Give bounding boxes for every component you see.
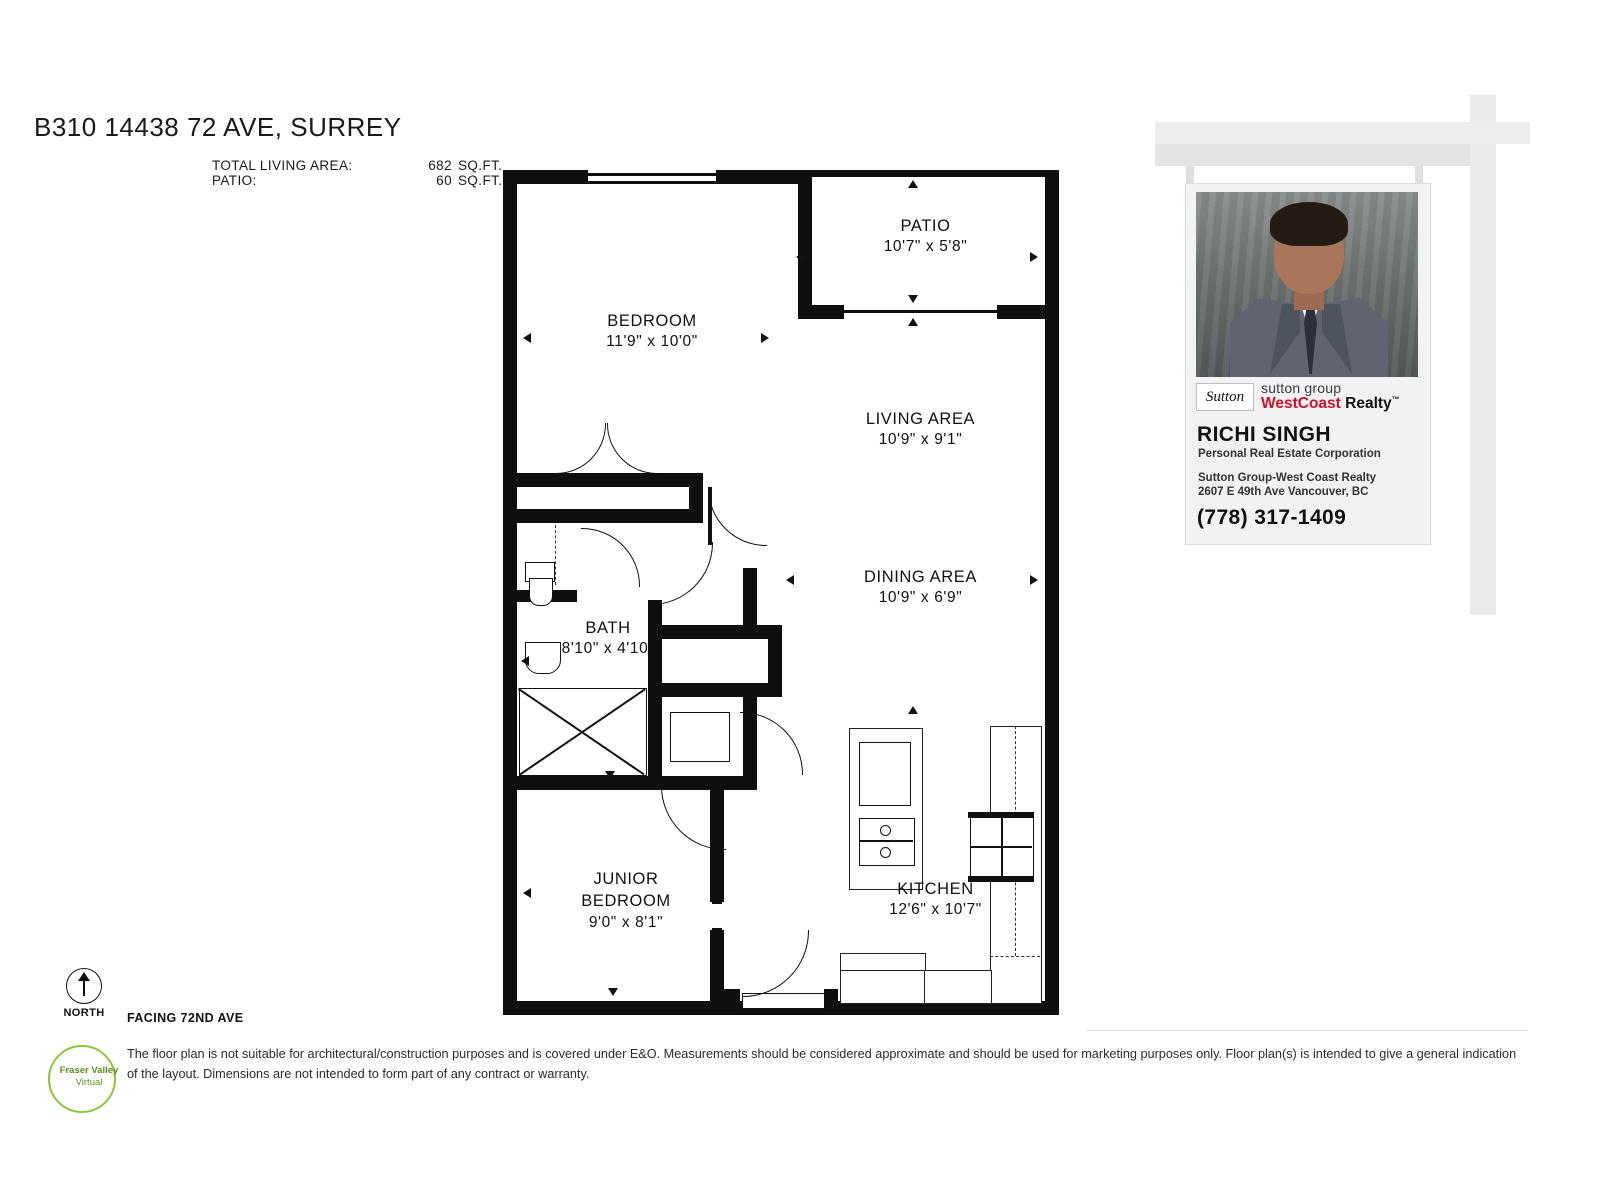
- brokerage-westcoast: WestCoast: [1261, 395, 1341, 413]
- dim-arrow-living-left: [786, 575, 794, 585]
- door-hall-swing: [650, 542, 713, 605]
- dim-arrow-bedroom-right: [761, 333, 769, 343]
- dim-arrow-dining-bottom: [908, 706, 918, 714]
- disclaimer-text: The floor plan is not suitable for architectural/construction purposes and is covered under E&O. Measurements should be considered approximate and should be used for marketing purposes only. Floor plan(s) is intended to give a general indication of the layout. Dimensions are not intended to form part of any contract or warranty.: [127, 1047, 1517, 1081]
- dim-arrow-junior-bottom: [608, 988, 618, 996]
- wall-entry-left: [724, 989, 740, 1015]
- area-summary: [212, 158, 502, 188]
- sign-post-arm: [1155, 122, 1530, 144]
- room-name-patio: PATIO: [900, 217, 951, 235]
- agent-address-2: 2607 E 49th Ave Vancouver, BC: [1198, 486, 1369, 498]
- toilet-bowl: [529, 578, 553, 606]
- compass-label: NORTH: [63, 1007, 105, 1019]
- brokerage-realty: Realty: [1345, 395, 1392, 413]
- dim-arrow-patio-bottom: [908, 295, 918, 303]
- room-label-patio: [813, 215, 1038, 258]
- brokerage-brand: [1196, 380, 1418, 414]
- room-dim-junior: 9'0" x 8'1": [588, 913, 664, 931]
- dim-arrow-bath-left: [521, 656, 529, 666]
- laundry-appliance: [670, 712, 730, 762]
- kitchen-lower-cab-3: [924, 970, 992, 1004]
- wall-exterior-top-right: [798, 170, 1059, 177]
- door-laundry-swing: [740, 712, 803, 775]
- room-label-dining: [798, 566, 1043, 609]
- closet-door-right: [607, 423, 658, 474]
- fraser-valley-virtual-logo: [40, 1043, 134, 1111]
- north-arrow-icon: [66, 968, 102, 1004]
- wall-patio-bottom-right: [997, 305, 1045, 319]
- room-name-dining: DINING AREA: [864, 568, 977, 586]
- room-dim-dining: 10'9" x 6'9": [878, 589, 963, 607]
- wall-laundry-box-bottom: [662, 683, 782, 697]
- wall-window-top-bedroom: [588, 173, 716, 176]
- wall-exterior-left: [503, 170, 517, 1015]
- area-value-total: 682: [428, 158, 452, 173]
- wall-patio-left: [798, 177, 812, 319]
- wall-exterior-top-mid: [716, 170, 798, 184]
- agent-phone: (778) 317-1409: [1197, 506, 1347, 529]
- area-label-patio: PATIO:: [212, 173, 257, 188]
- dim-arrow-patio-top: [908, 180, 918, 188]
- wall-patio-door-rail: [844, 310, 997, 313]
- room-label-kitchen: [823, 878, 1048, 921]
- agent-photo-hair: [1270, 202, 1348, 246]
- door-entry-swing: [742, 930, 809, 997]
- room-label-living: [798, 408, 1043, 451]
- door-junior-swing: [661, 785, 726, 850]
- area-row-total: [212, 158, 502, 173]
- kitchen-burner-2: [880, 847, 891, 858]
- wall-laundry-box-right: [768, 625, 782, 697]
- area-row-patio: [212, 173, 502, 188]
- fridge-line-h: [970, 846, 1032, 848]
- room-name-junior-line2: BEDROOM: [581, 892, 671, 911]
- dim-arrow-patio-left: [796, 252, 804, 262]
- footer-divider: [1086, 1030, 1528, 1031]
- door-bedroom-swing: [708, 487, 767, 546]
- sign-post-vertical: [1470, 95, 1496, 615]
- brokerage-line-1: sutton group: [1261, 380, 1342, 397]
- wall-closet-outline: [517, 473, 703, 487]
- room-label-junior-bedroom: [531, 868, 721, 933]
- room-name-bedroom: BEDROOM: [607, 312, 697, 330]
- fridge-frame-top: [968, 812, 1034, 818]
- room-dim-patio: 10'7" x 5'8": [883, 238, 968, 256]
- sutton-logo-mark: [1196, 383, 1254, 411]
- brokerage-brand-text: [1254, 381, 1400, 412]
- agent-subtitle: Personal Real Estate Corporation: [1198, 448, 1381, 460]
- area-value-patio: 60: [436, 173, 452, 188]
- logo-line-2: Virtual: [75, 1077, 103, 1088]
- kitchen-sink: [859, 742, 911, 806]
- agent-address-1: Sutton Group-West Coast Realty: [1198, 472, 1377, 484]
- wall-closet-bottom: [517, 509, 703, 523]
- dim-arrow-bedroom-left: [523, 333, 531, 343]
- room-label-bath: [533, 617, 683, 660]
- door-bath-swing: [581, 528, 640, 587]
- wall-entry-right: [824, 989, 838, 1015]
- room-name-junior-line1: JUNIOR: [593, 870, 659, 888]
- room-label-bedroom: [547, 310, 757, 353]
- area-unit-total: SQ.FT.: [458, 158, 503, 173]
- brokerage-line-2: [1261, 396, 1400, 412]
- room-dim-living: 10'9" x 9'1": [878, 431, 963, 449]
- wall-junior-right-c: [710, 930, 724, 1015]
- room-dim-bedroom: 11'9" x 10'0": [606, 333, 698, 351]
- area-label-total: TOTAL LIVING AREA:: [212, 158, 353, 173]
- kitchen-burner-1: [880, 825, 891, 836]
- north-arrow-head: [78, 972, 90, 981]
- kitchen-lower-cab-2: [840, 970, 926, 1004]
- agent-name: RICHI SINGH: [1197, 423, 1331, 446]
- bath-door-guide: [555, 525, 556, 585]
- room-dim-bath: 8'10" x 4'10": [561, 640, 655, 658]
- room-name-living: LIVING AREA: [865, 410, 976, 428]
- dim-arrow-patio-in: [908, 318, 918, 326]
- wall-window-top-bedroom-b: [588, 181, 716, 184]
- room-dim-kitchen: 12'6" x 10'7": [889, 901, 982, 919]
- dim-arrow-bath-bottom: [605, 771, 615, 779]
- closet-interior: [531, 487, 689, 509]
- door-bedroom-slab: [708, 487, 712, 545]
- dim-arrow-junior-left: [523, 888, 531, 898]
- facing-label: FACING 72ND AVE: [127, 1011, 244, 1025]
- floor-plan-drawing: [503, 170, 1059, 1015]
- brokerage-trademark: ™: [1391, 395, 1400, 405]
- sign-post-arm-shadow: [1155, 144, 1470, 166]
- agent-photo: [1196, 192, 1418, 377]
- sutton-logo-text: Sutton: [1205, 388, 1245, 405]
- compass: [60, 968, 108, 1019]
- room-name-kitchen: KITCHEN: [897, 880, 974, 898]
- room-name-bath: BATH: [585, 619, 631, 637]
- logo-line-1: Fraser Valley: [59, 1065, 119, 1076]
- page-title: B310 14438 72 AVE, SURREY: [34, 112, 402, 142]
- closet-door-left: [555, 423, 606, 474]
- kitchen-upper-cab-guide: [990, 956, 1040, 957]
- wall-patio-bottom-left: [798, 305, 844, 319]
- area-unit-patio: SQ.FT.: [458, 173, 503, 188]
- kitchen-cooktop-divider: [859, 840, 913, 842]
